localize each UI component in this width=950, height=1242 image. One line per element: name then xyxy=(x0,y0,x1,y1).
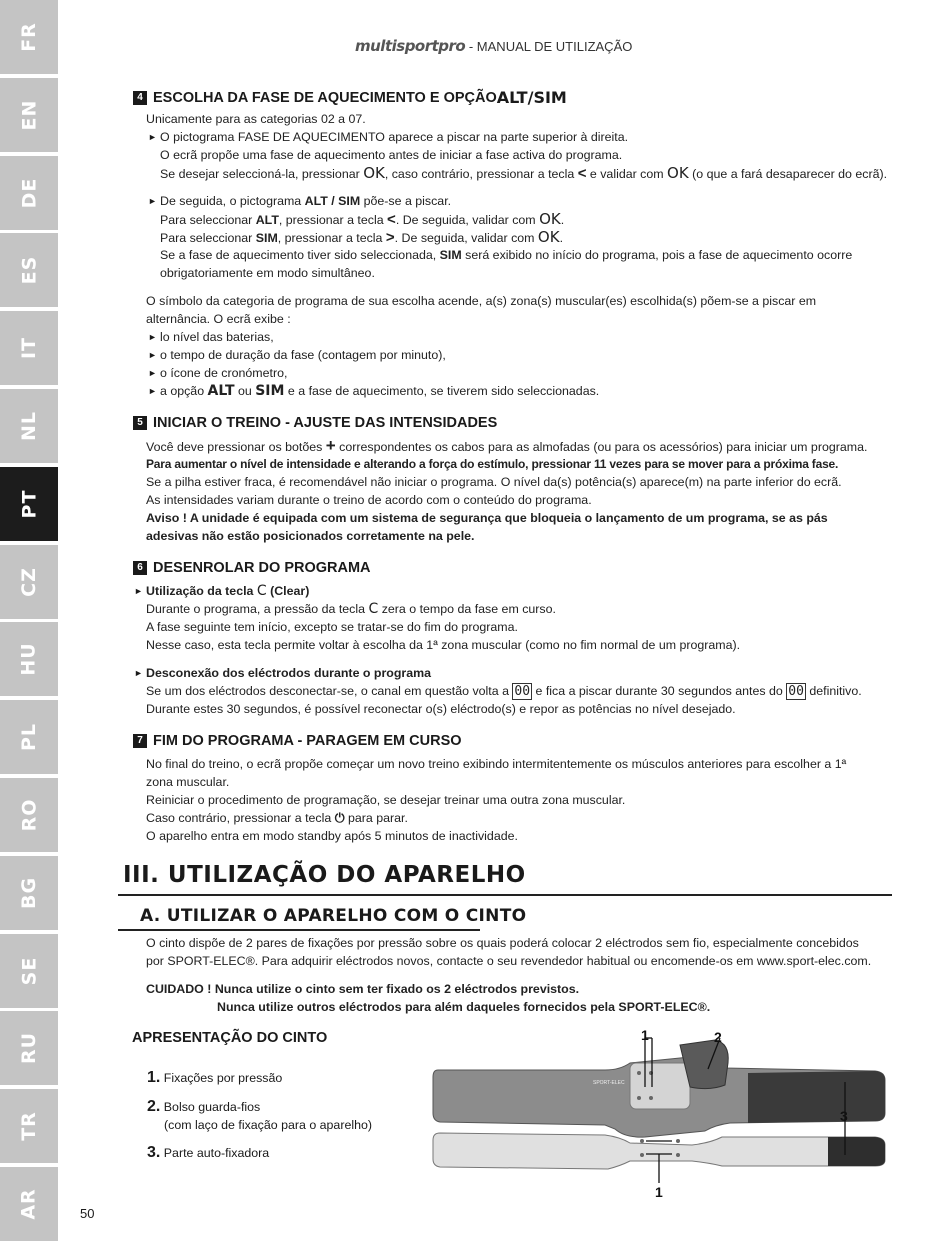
text-fragment: definitivo. xyxy=(805,684,862,698)
text-fragment: Se um dos eléctrodos desconectar-se, o canal em questão volta a xyxy=(146,684,513,698)
bullet-arrow-icon: ► xyxy=(148,132,157,142)
tab-label: TR xyxy=(18,1111,40,1141)
section3-warn2: Nunca utilize outros eléctrodos para além daqueles fornecidos pela SPORT-ELEC®. xyxy=(217,1000,711,1014)
bullet-arrow-icon: ► xyxy=(134,668,143,678)
step6-heading xyxy=(133,560,371,576)
step4-list3: o ícone de cronómetro, xyxy=(160,366,288,380)
ok-key-icon: OK xyxy=(537,228,560,246)
step4-number: 4 xyxy=(133,91,147,105)
left-key-icon: < xyxy=(387,211,396,228)
zero-display-icon: 00 xyxy=(514,684,531,699)
snap-fastener xyxy=(676,1139,680,1143)
tab-lang-bg[interactable] xyxy=(0,856,58,930)
sim-label: SIM xyxy=(255,383,285,399)
tab-lang-en[interactable] xyxy=(0,78,58,152)
step5-l6: adesivas não estão posicionados corretamente na pele. xyxy=(146,529,475,543)
text-fragment: para parar. xyxy=(344,811,408,825)
belt-item-1 xyxy=(147,1069,282,1087)
step5-title: INICIAR O TREINO - AJUSTE DAS INTENSIDADES xyxy=(153,415,498,431)
tab-label: PT xyxy=(17,489,40,519)
text-fragment: Se desejar seleccioná-la, pressionar xyxy=(160,167,364,181)
step6-s1-l1 xyxy=(146,600,556,618)
text-fragment: , caso contrário, pressionar a tecla xyxy=(384,167,578,181)
text-fragment: (Clear) xyxy=(266,584,310,598)
ok-key-icon: OK xyxy=(667,164,689,182)
c-key-icon: C xyxy=(256,583,267,599)
belt-top-dark-end xyxy=(748,1071,885,1123)
belt-top-pad xyxy=(630,1063,690,1109)
brand-logo: multisportpro xyxy=(355,37,466,55)
belt-illustration xyxy=(430,1025,900,1205)
snap-fastener xyxy=(640,1153,644,1157)
step4-list1: lo nível das baterias, xyxy=(160,330,274,344)
step4-b2-l5: obrigatoriamente em modo simultâneo. xyxy=(160,266,375,280)
step4-p-l1: O símbolo da categoria de programa de sua escolha acende, a(s) zona(s) muscular(es) escolhida(s) põem-se a piscar em xyxy=(146,294,817,308)
tab-label: AR xyxy=(18,1188,40,1220)
step5-l5: Aviso ! A unidade é equipada com um sistema de segurança que bloqueia o lançamento de um programa, se as pás xyxy=(146,511,828,525)
tab-label: FR xyxy=(17,22,40,52)
text-fragment: . De seguida, validar com xyxy=(394,231,538,245)
text-fragment: De seguida, o pictograma xyxy=(160,194,305,208)
step7-l1: No final do treino, o ecrã propõe começar um novo treino exibindo intermitentemente os músculos anteriores para escolher a 1ª xyxy=(146,757,847,771)
snap-fastener xyxy=(649,1096,653,1100)
belt-item-number: 3. xyxy=(147,1144,161,1161)
snap-fastener xyxy=(637,1096,641,1100)
bullet-arrow-icon: ► xyxy=(134,586,143,596)
step4-heading xyxy=(133,88,567,107)
alt-sim-label: ALT / SIM xyxy=(304,194,361,208)
tab-lang-pt[interactable] xyxy=(0,467,58,541)
text-fragment: põe-se a piscar. xyxy=(360,194,452,208)
text-fragment: a opção xyxy=(160,384,208,398)
text-fragment: Utilização da tecla xyxy=(146,584,257,598)
step4-title-suffix: ALT/SIM xyxy=(496,88,567,107)
step5-l4: As intensidades variam durante o treino de acordo com o conteúdo do programa. xyxy=(146,493,592,507)
snap-fastener xyxy=(637,1071,641,1075)
text-fragment: . De seguida, validar com xyxy=(395,213,540,227)
section-title: III. UTILIZAÇÃO DO APARELHO xyxy=(123,862,526,888)
tab-lang-ru[interactable] xyxy=(0,1011,58,1085)
step7-l5: O aparelho entra em modo standby após 5 minutos de inactividade. xyxy=(146,829,518,843)
step4-intro: Unicamente para as categorias 02 a 07. xyxy=(146,112,366,126)
belt-heading: APRESENTAÇÃO DO CINTO xyxy=(132,1030,328,1046)
c-key-icon: C xyxy=(368,601,379,617)
ok-key-icon: OK xyxy=(539,210,561,228)
sim-label: SIM xyxy=(255,231,278,245)
step6-title: DESENROLAR DO PROGRAMA xyxy=(153,560,371,576)
tab-label: SE xyxy=(17,956,40,985)
tab-label: DE xyxy=(17,177,40,208)
text-fragment: Durante o programa, a pressão da tecla xyxy=(146,602,369,616)
callout-3: 3 xyxy=(840,1108,848,1124)
tab-lang-nl[interactable] xyxy=(0,389,58,463)
subsection-title: A. UTILIZAR O APARELHO COM O CINTO xyxy=(140,906,527,926)
step4-list2: o tempo de duração da fase (contagem por minuto), xyxy=(160,348,446,362)
text-fragment: ou xyxy=(234,384,256,398)
belt-item-2-sub: (com laço de fixação para o aparelho) xyxy=(164,1118,373,1132)
tab-label: EN xyxy=(17,99,40,131)
text-fragment: e fica a piscar durante 30 segundos antes do xyxy=(532,684,787,698)
left-key-icon: < xyxy=(577,165,587,182)
text-fragment: (o que a fará desaparecer do ecrã). xyxy=(688,167,888,181)
step6-s2-l1 xyxy=(146,682,862,700)
tab-lang-es[interactable] xyxy=(0,233,58,307)
section3-warn1: CUIDADO ! Nunca utilize o cinto sem ter fixado os 2 eléctrodos previstos. xyxy=(146,982,580,996)
step6-s1-l3: Nesse caso, esta tecla permite voltar à escolha da 1ª zona muscular (como no fim normal de um programa). xyxy=(146,638,741,652)
text-fragment: , pressionar a tecla xyxy=(278,213,388,227)
step6-s1-l2: A fase seguinte tem início, excepto se tratar-se do fim do programa. xyxy=(146,620,518,634)
tab-lang-hu[interactable] xyxy=(0,622,58,696)
step4-list4 xyxy=(160,382,599,400)
callout-1-top: 1 xyxy=(641,1027,649,1043)
step6-number: 6 xyxy=(133,561,147,575)
page-number: 50 xyxy=(80,1206,95,1221)
step6-s1-title xyxy=(146,582,309,600)
header-title: - MANUAL DE UTILIZAÇÃO xyxy=(465,39,633,54)
belt-item-2 xyxy=(147,1098,260,1116)
tab-lang-de[interactable] xyxy=(0,156,58,230)
step4-b2-l4 xyxy=(160,246,852,264)
belt-item-number: 2. xyxy=(147,1098,161,1115)
step6-s2-title: Desconexão dos eléctrodos durante o programa xyxy=(146,666,432,680)
bullet-arrow-icon: ► xyxy=(148,196,157,206)
step7-title: FIM DO PROGRAMA - PARAGEM EM CURSO xyxy=(153,733,462,749)
tab-label: RO xyxy=(17,798,40,832)
text-fragment: . xyxy=(560,213,565,227)
right-key-icon: > xyxy=(385,229,395,246)
step5-l3: Se a pilha estiver fraca, é recomendável não iniciar o programa. O nível da(s) potência(s) aparece(m) na parte inferior do ecrã. xyxy=(146,475,842,489)
text-fragment: Você deve pressionar os botões xyxy=(146,440,326,454)
step4-b2-l2 xyxy=(160,210,564,229)
sim-label: SIM xyxy=(439,248,462,262)
text-fragment: correspondentes os cabos para as almofadas (ou para os acessórios) para iniciar um programa. xyxy=(335,440,868,454)
language-tabs xyxy=(0,0,58,1242)
step5-number: 5 xyxy=(133,416,147,430)
tab-lang-it[interactable] xyxy=(0,311,58,385)
tab-lang-tr[interactable] xyxy=(0,1089,58,1163)
tab-label: ES xyxy=(17,256,40,285)
step4-p-l2: alternância. O ecrã exibe : xyxy=(146,312,291,326)
step5-heading xyxy=(133,415,497,431)
tab-lang-se[interactable] xyxy=(0,934,58,1008)
callout-1-bottom: 1 xyxy=(655,1184,663,1200)
tab-label: BG xyxy=(17,876,40,909)
tab-lang-pl[interactable] xyxy=(0,700,58,774)
step5-l1 xyxy=(146,437,867,456)
step6-s2-l2: Durante estes 30 segundos, é possível reconectar o(s) eléctrodo(s) e repor as potências no nível desejado. xyxy=(146,702,736,716)
belt-logo-text: SPORT-ELEC xyxy=(593,1080,625,1086)
text-fragment: Para seleccionar xyxy=(160,213,256,227)
text-fragment: e a fase de aquecimento, se tiverem sido seleccionadas. xyxy=(284,384,600,398)
bullet-arrow-icon: ► xyxy=(148,350,157,360)
belt-item-label: Fixações por pressão xyxy=(163,1071,283,1085)
bullet-arrow-icon: ► xyxy=(148,368,157,378)
callout-2: 2 xyxy=(714,1029,722,1045)
belt-item-3 xyxy=(147,1144,269,1162)
step7-heading xyxy=(133,733,462,749)
alt-label: ALT xyxy=(255,213,279,227)
step5-l2: Para aumentar o nível de intensidade e alterando a força do estímulo, pressionar 11 vezes para se mover para a próxima fase. xyxy=(146,457,839,471)
step4-b1-l3 xyxy=(160,164,887,183)
snap-fastener xyxy=(676,1153,680,1157)
text-fragment: e validar com xyxy=(586,167,668,181)
step4-b1-l1: O pictograma FASE DE AQUECIMENTO aparece a piscar na parte superior à direita. xyxy=(160,130,629,144)
text-fragment: Caso contrário, pressionar a tecla xyxy=(146,811,335,825)
tab-label: NL xyxy=(17,410,40,442)
belt-item-label: Parte auto-fixadora xyxy=(163,1146,270,1160)
step7-l2: zona muscular. xyxy=(146,775,230,789)
power-key-icon: ⏻ xyxy=(334,810,345,825)
step4-b2-l1 xyxy=(160,192,451,210)
subsection-rule xyxy=(118,929,480,931)
belt-item-label: Bolso guarda-fios xyxy=(163,1100,261,1114)
tab-label: IT xyxy=(18,337,40,360)
text-fragment: será exibido no início do programa, pois a fase de aquecimento ocorre xyxy=(461,248,853,262)
step4-title: ESCOLHA DA FASE DE AQUECIMENTO E OPÇÃO xyxy=(153,89,497,106)
tab-label: RU xyxy=(18,1032,40,1065)
bullet-arrow-icon: ► xyxy=(148,386,157,396)
snap-fastener xyxy=(640,1139,644,1143)
belt-item-number: 1. xyxy=(147,1069,161,1086)
zero-display-icon: 00 xyxy=(788,684,804,699)
section3-p2: por SPORT-ELEC®. Para adquirir eléctrodos novos, contacte o seu revendedor habitual ou encomende-os em www.sport-elec.com. xyxy=(146,954,872,968)
step7-l3: Reiniciar o procedimento de programação, se desejar treinar uma outra zona muscular. xyxy=(146,793,626,807)
tab-lang-fr[interactable] xyxy=(0,0,58,74)
belt-bottom-dark-end xyxy=(828,1137,885,1166)
tab-label: CZ xyxy=(17,566,40,597)
step4-b1-l2: O ecrã propõe uma fase de aquecimento antes de iniciar a fase activa do programa. xyxy=(160,148,623,162)
tab-label: HU xyxy=(18,642,40,677)
step4-b2-l3 xyxy=(160,228,563,247)
alt-label: ALT xyxy=(207,383,235,399)
step7-number: 7 xyxy=(133,734,147,748)
step7-l4 xyxy=(146,809,408,827)
bullet-arrow-icon: ► xyxy=(148,332,157,342)
text-fragment: zera o tempo da fase em curso. xyxy=(378,602,556,616)
tab-label: PL xyxy=(17,723,40,752)
section3-p1: O cinto dispõe de 2 pares de fixações por pressão sobre os quais poderá colocar 2 eléctrodos sem fio, especialmente concebidos xyxy=(146,936,859,950)
plus-key-icon: + xyxy=(325,436,336,455)
page-header xyxy=(355,37,632,55)
text-fragment: Se a fase de aquecimento tiver sido seleccionada, xyxy=(160,248,440,262)
tab-lang-ro[interactable] xyxy=(0,778,58,852)
tab-lang-ar[interactable] xyxy=(0,1167,58,1241)
text-fragment: Para seleccionar xyxy=(160,231,256,245)
tab-lang-cz[interactable] xyxy=(0,545,58,619)
ok-key-icon: OK xyxy=(363,164,385,182)
text-fragment: , pressionar a tecla xyxy=(277,231,386,245)
text-fragment: . xyxy=(559,231,564,245)
section-rule xyxy=(118,894,892,896)
